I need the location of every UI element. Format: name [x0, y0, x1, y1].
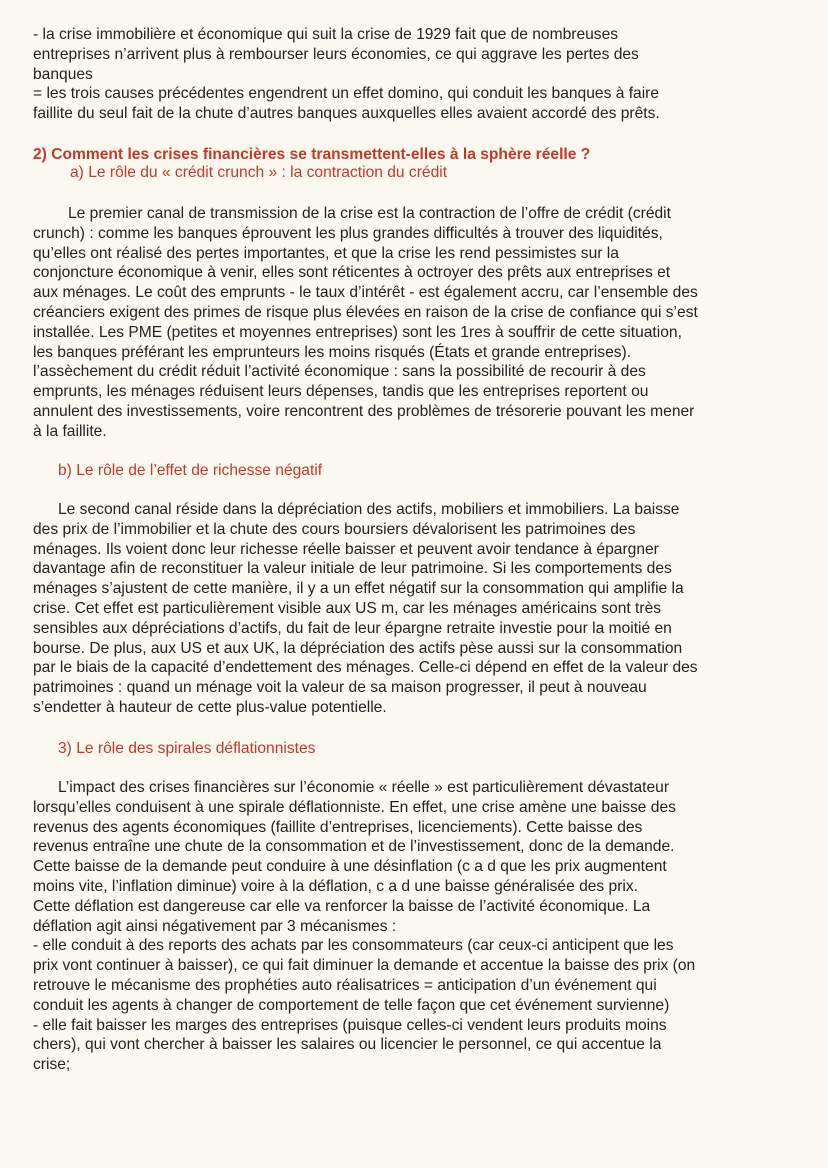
paragraph-para-richesse — [33, 500, 818, 718]
text-line: à la faillite. — [33, 422, 107, 440]
text-line: installée. Les PME (petites et moyennes entreprises) sont les 1res à souffrir de cette situation, — [33, 323, 682, 341]
text-line: crise. Cet effet est particulièrement visible aux US m, car les ménages américains sont très — [33, 599, 662, 617]
text-line: banques — [33, 65, 93, 83]
text-line: = les trois causes précédentes engendrent un effet domino, qui conduit les banques à faire — [33, 85, 660, 103]
text-line: davantage afin de reconstituer la valeur initiale de leur patrimoine. Si les comportements des — [33, 560, 672, 578]
text-line: créanciers exigent des primes de risque plus élevées en raison de la crise de confiance qui s’est — [33, 303, 698, 321]
paragraph-intro — [33, 25, 818, 124]
text-line: faillite du seul fait de la chute d’autres banques auxquelles elles avaient accordé des prêts. — [33, 105, 660, 123]
text-line: Cette déflation est dangereuse car elle va renforcer la baisse de l’activité économique. La — [33, 897, 651, 915]
heading-section-2b — [58, 461, 818, 481]
heading-text: a) Le rôle du « crédit crunch » : la contraction du crédit — [70, 164, 448, 181]
heading-text: 2) Comment les crises financières se transmettent-elles à la sphère réelle ? — [33, 146, 591, 163]
text-line: - la crise immobilière et économique qui suit la crise de 1929 fait que de nombreuses — [33, 26, 619, 43]
text-line: chers), qui vont chercher à baisser les salaires ou licencier le personnel, ce qui accentue la — [33, 1036, 662, 1054]
text-line: revenus des agents économiques (faillite d’entreprises, licenciements). Cette baisse des — [33, 818, 643, 836]
text-line: qu’elles ont réalisé des pertes importantes, et que la crise les rend pessimistes sur la — [33, 244, 619, 262]
text-line: s’endetter à hauteur de cette plus-value potentielle. — [33, 698, 387, 716]
text-line: - elle conduit à des reports des achats par les consommateurs (car ceux-ci anticipent que les — [33, 937, 674, 955]
text-line: revenus entraîne une chute de la consommation et de l’investissement, donc de la demande. — [33, 838, 675, 856]
heading-section-3 — [58, 739, 818, 759]
text-line: emprunts, les ménages réduisent leurs dépenses, tandis que les entreprises reportent ou — [33, 383, 649, 401]
text-line: ménages. Ils voient donc leur richesse réelle baisser et peuvent avoir tendance à épargner — [33, 540, 659, 558]
text-line: moins vite, l’inflation diminue) voire à la déflation, c a d une baisse généralisée des prix. — [33, 877, 639, 895]
text-line: Cette baisse de la demande peut conduire à une désinflation (c a d que les prix augmentent — [33, 858, 667, 876]
text-line: crise; — [33, 1056, 71, 1074]
heading-section-2a — [70, 163, 818, 183]
text-line: crunch) : comme les banques éprouvent les plus grandes difficultés à trouver des liquidités, — [33, 224, 663, 242]
text-line: déflation agit ainsi négativement par 3 mécanismes : — [33, 917, 397, 935]
text-line: conjoncture économique à venir, elles sont réticentes à octroyer des prêts aux entreprises et — [33, 264, 671, 282]
text-line: aux ménages. Le coût des emprunts - le taux d’intérêt - est également accru, car l’ensemble des — [33, 284, 698, 302]
text-line: patrimoines : quand un ménage voit la valeur de sa maison progresser, il peut à nouveau — [33, 679, 647, 697]
text-line: Le premier canal de transmission de la crise est la contraction de l’offre de crédit (crédit — [68, 205, 671, 222]
heading-text: b) Le rôle de l’effet de richesse négatif — [58, 462, 323, 479]
paragraph-para-credit-crunch — [33, 204, 818, 442]
text-line: des prix de l’immobilier et la chute des cours boursiers dévalorisent les patrimoines des — [33, 520, 636, 538]
text-line: - elle fait baisser les marges des entreprises (puisque celles-ci vendent leurs produits moins — [33, 1016, 667, 1034]
text-line: L’impact des crises financières sur l’économie « réelle » est particulièrement dévastateur — [58, 779, 670, 796]
text-line: conduit les agents à changer de comportement de telle façon que cet événement survienne) — [33, 996, 670, 1014]
text-line: sensibles aux dépréciations d’actifs, du fait de leur épargne retraite investie pour la moitié en — [33, 619, 672, 637]
text-line: lorsqu’elles conduisent à une spirale déflationniste. En effet, une crise amène une baisse des — [33, 798, 676, 816]
text-line: ménages s’ajustent de cette manière, il y a un effet négatif sur la consommation qui amplifie la — [33, 580, 684, 598]
heading-text: 3) Le rôle des spirales déflationnistes — [58, 740, 316, 757]
text-line: l’assèchement du crédit réduit l’activité économique : sans la possibilité de recourir à des — [33, 363, 646, 381]
text-line: annulent des investissements, voire rencontrent des problèmes de trésorerie pouvant les mener — [33, 402, 695, 420]
text-line: entreprises n’arrivent plus à rembourser leurs économies, ce qui aggrave les pertes des — [33, 45, 639, 63]
text-line: retrouve le mécanisme des prophéties auto réalisatrices = anticipation d’un événement qui — [33, 976, 657, 994]
text-line: bourse. De plus, aux US et aux UK, la dépréciation des actifs pèse aussi sur la consommation — [33, 639, 683, 657]
paragraph-para-deflation — [33, 778, 818, 1075]
text-line: Le second canal réside dans la dépréciation des actifs, mobiliers et immobiliers. La baisse — [58, 501, 680, 518]
text-line: prix vont continuer à baisser), ce qui fait diminuer la demande et accentue la baisse des prix (on — [33, 957, 696, 975]
heading-section-2 — [33, 145, 818, 165]
text-line: les banques préférant les emprunteurs les moins risqués (États et grande entreprises). — [33, 343, 632, 361]
text-line: par le biais de la capacité d’endettement des ménages. Celle-ci dépend en effet de la valeur des — [33, 659, 698, 677]
